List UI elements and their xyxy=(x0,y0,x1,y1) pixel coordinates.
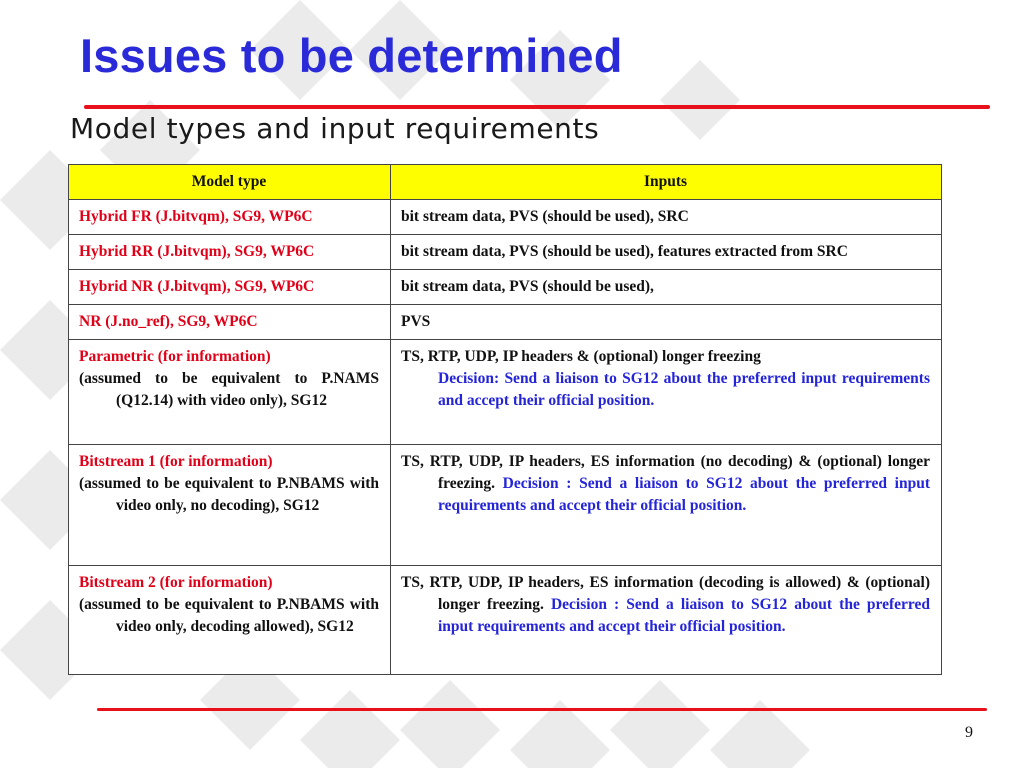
inputs-with-decision xyxy=(401,572,930,638)
table-row xyxy=(69,340,942,445)
model-cell xyxy=(69,305,391,340)
inputs-text: PVS xyxy=(401,313,431,330)
slide-title: Issues to be determined xyxy=(80,29,623,82)
header-model-type: Model type xyxy=(69,165,391,200)
decision-text: Decision : Send a liaison to SG12 about the preferred input requirements and accept their official position. xyxy=(438,596,930,635)
model-name: Parametric (for information) xyxy=(79,348,271,365)
inputs-text: bit stream data, PVS (should be used), xyxy=(401,278,654,295)
table-row xyxy=(69,270,942,305)
model-note: (assumed to be equivalent to P.NBAMS with video only, no decoding), SG12 xyxy=(79,475,379,514)
model-cell xyxy=(69,566,391,675)
table-row xyxy=(69,200,942,235)
model-name: Bitstream 2 (for information) xyxy=(79,574,273,591)
title-underline xyxy=(84,105,990,109)
inputs-cell xyxy=(391,305,942,340)
model-cell xyxy=(69,235,391,270)
table-row xyxy=(69,235,942,270)
model-name: Hybrid RR (J.bitvqm), SG9, WP6C xyxy=(79,243,315,260)
slide-subtitle: Model types and input requirements xyxy=(70,112,600,145)
model-name: NR (J.no_ref), SG9, WP6C xyxy=(79,313,258,330)
model-name: Bitstream 1 (for information) xyxy=(79,453,273,470)
model-cell xyxy=(69,270,391,305)
inputs-with-decision xyxy=(401,451,930,517)
inputs-text: TS, RTP, UDP, IP headers & (optional) longer freezing xyxy=(401,348,761,365)
table-header-row xyxy=(69,165,942,200)
inputs-cell xyxy=(391,200,942,235)
decision-text: Decision: Send a liaison to SG12 about the preferred input requirements and accept their official position. xyxy=(438,370,930,409)
page-number: 9 xyxy=(965,724,973,741)
inputs-cell xyxy=(391,340,942,445)
inputs-cell xyxy=(391,235,942,270)
table-row xyxy=(69,566,942,675)
model-cell xyxy=(69,200,391,235)
inputs-text: bit stream data, PVS (should be used), features extracted from SRC xyxy=(401,243,848,260)
table-row xyxy=(69,305,942,340)
model-cell xyxy=(69,445,391,566)
inputs-text: TS, RTP, UDP, IP headers, ES information (no decoding) & (optional) longer freezing. xyxy=(401,453,930,492)
model-note: (assumed to be equivalent to P.NAMS (Q12.14) with video only), SG12 xyxy=(79,370,379,409)
model-cell xyxy=(69,340,391,445)
table-row xyxy=(69,445,942,566)
model-note: (assumed to be equivalent to P.NBAMS with video only, decoding allowed), SG12 xyxy=(79,596,379,635)
inputs-cell xyxy=(391,566,942,675)
decision-text: Decision : Send a liaison to SG12 about the preferred input requirements and accept their official position. xyxy=(438,475,931,514)
footer-rule xyxy=(97,708,987,711)
requirements-table xyxy=(68,164,942,675)
inputs-cell xyxy=(391,270,942,305)
inputs-cell xyxy=(391,445,942,566)
header-inputs: Inputs xyxy=(391,165,942,200)
model-name: Hybrid NR (J.bitvqm), SG9, WP6C xyxy=(79,278,315,295)
model-name: Hybrid FR (J.bitvqm), SG9, WP6C xyxy=(79,208,313,225)
inputs-text: TS, RTP, UDP, IP headers, ES information (decoding is allowed) & (optional) longer freezing. xyxy=(401,574,930,613)
inputs-text: bit stream data, PVS (should be used), SRC xyxy=(401,208,689,225)
